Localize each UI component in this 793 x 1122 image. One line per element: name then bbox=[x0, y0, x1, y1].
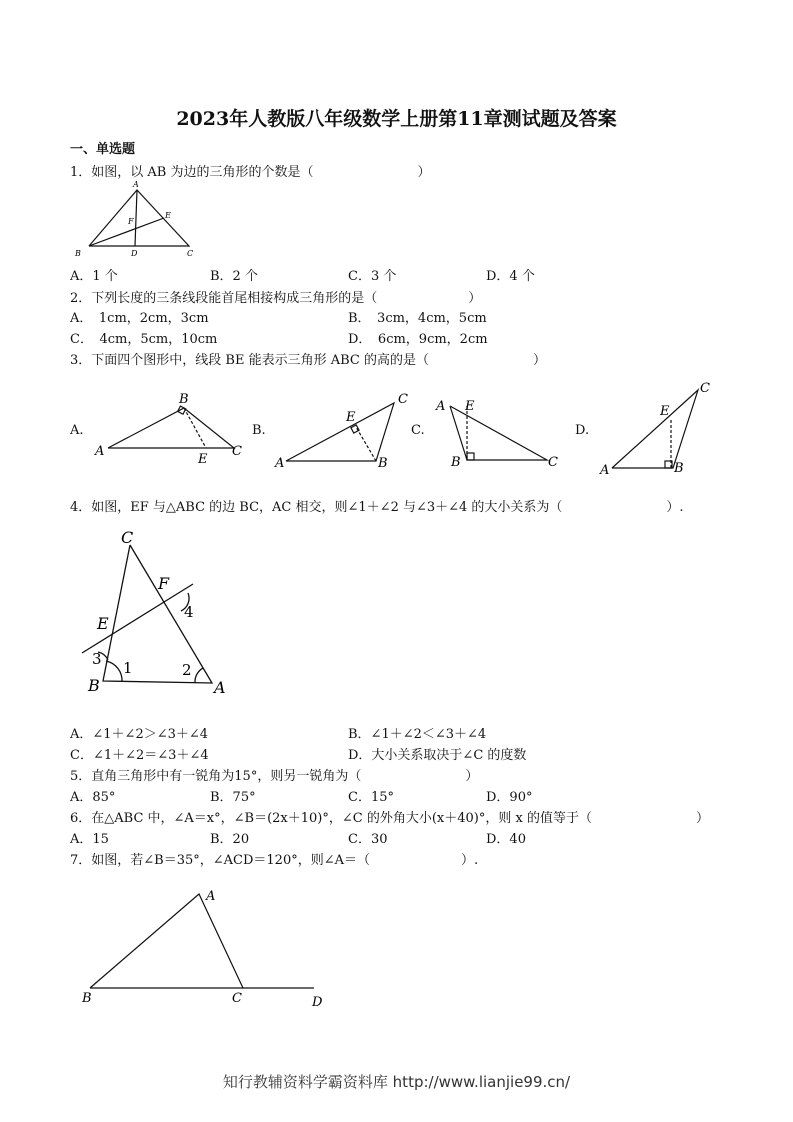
q1-segment-ad bbox=[135, 190, 137, 246]
svg-text:A: A bbox=[275, 456, 285, 471]
q7-label-a: A bbox=[206, 889, 216, 904]
q4-label-a: A bbox=[214, 678, 226, 697]
q7-figure bbox=[78, 884, 338, 1014]
q5-stem: 5．直角三角形中有一锐角为15°，则另一锐角为（ ） bbox=[70, 769, 479, 784]
q6-option-a: A．15 bbox=[70, 832, 109, 847]
svg-text:B: B bbox=[179, 392, 189, 407]
q1-label-b: B bbox=[75, 249, 81, 258]
q4-label-c: C bbox=[121, 528, 134, 547]
q1-stem: 1．如图，以 AB 为边的三角形的个数是（ ） bbox=[70, 165, 431, 180]
q2-option-a: A． 1cm，2cm，3cm bbox=[70, 311, 209, 326]
svg-text:C: C bbox=[398, 392, 408, 407]
q6-option-b: B．20 bbox=[210, 832, 250, 847]
q4-label-b: B bbox=[88, 676, 100, 695]
q4-angle-1: 1 bbox=[123, 659, 133, 677]
q5-option-d: D．90° bbox=[486, 790, 533, 805]
q3-option-a-letter: A. bbox=[70, 423, 84, 438]
q4-angle-3: 3 bbox=[92, 650, 102, 668]
q4-option-d: D．大小关系取决于∠C 的度数 bbox=[348, 748, 527, 763]
svg-text:A: A bbox=[600, 463, 610, 478]
q2-option-b: B． 3cm，4cm，5cm bbox=[348, 311, 487, 326]
q4-angle-2: 2 bbox=[182, 661, 192, 679]
q4-angle-4: 4 bbox=[184, 603, 194, 621]
page-title: 2023年人教版八年级数学上册第11章测试题及答案 bbox=[176, 108, 617, 130]
svg-text:E: E bbox=[346, 410, 356, 425]
q3-figure-a bbox=[94, 388, 249, 466]
svg-text:E: E bbox=[660, 404, 670, 419]
q6-option-d: D．40 bbox=[486, 832, 526, 847]
svg-text:A: A bbox=[95, 444, 105, 459]
q4-option-c: C．∠1＋∠2＝∠3＋∠4 bbox=[70, 748, 209, 763]
svg-text:C: C bbox=[700, 381, 710, 396]
q4-option-a: A．∠1＋∠2＞∠3＋∠4 bbox=[70, 727, 209, 742]
svg-text:C: C bbox=[548, 455, 558, 470]
q7-label-c: C bbox=[232, 991, 242, 1006]
q1-label-f: F bbox=[128, 217, 134, 226]
section-heading: 一、单选题 bbox=[70, 142, 136, 157]
q4-figure bbox=[78, 525, 238, 697]
q1-figure bbox=[70, 178, 210, 262]
svg-text:B: B bbox=[451, 455, 461, 470]
q1-option-c: C．3 个 bbox=[348, 269, 397, 284]
q5-option-c: C．15° bbox=[348, 790, 394, 805]
q7-label-d: D bbox=[312, 995, 323, 1010]
q4-label-e: E bbox=[97, 614, 109, 633]
q2-stem: 2．下列长度的三条线段能首尾相接构成三角形的是（ ） bbox=[70, 291, 482, 306]
q3-figure-c bbox=[430, 394, 565, 474]
svg-text:A: A bbox=[436, 399, 446, 414]
q3-figure-d bbox=[598, 380, 723, 480]
q3-option-d-letter: D. bbox=[575, 423, 590, 438]
svg-text:C: C bbox=[232, 444, 242, 459]
q6-option-c: C．30 bbox=[348, 832, 388, 847]
svg-text:E: E bbox=[465, 399, 475, 414]
q4-option-b: B．∠1＋∠2＜∠3＋∠4 bbox=[348, 727, 487, 742]
q3-option-c-letter: C. bbox=[411, 423, 425, 438]
q1-label-e: E bbox=[165, 211, 171, 220]
q3-option-b-letter: B. bbox=[252, 423, 266, 438]
svg-text:B: B bbox=[674, 461, 684, 476]
q4-stem: 4．如图，EF 与△ABC 的边 BC，AC 相交，则∠1＋∠2 与∠3＋∠4 的大小关系为（ ）. bbox=[70, 500, 684, 515]
q3-stem: 3．下面四个图形中，线段 BE 能表示三角形 ABC 的高的是（ ） bbox=[70, 353, 546, 368]
q1-option-a: A．1 个 bbox=[70, 269, 118, 284]
svg-text:B: B bbox=[378, 456, 388, 471]
q6-stem: 6．在△ABC 中，∠A＝x°，∠B＝(2x＋10)°，∠C 的外角大小(x＋40)°，则 x 的值等于（ ） bbox=[70, 811, 709, 826]
q1-label-d: D bbox=[131, 249, 138, 258]
q1-triangle bbox=[89, 190, 189, 246]
q3-figure-b bbox=[272, 388, 417, 472]
q5-option-a: A．85° bbox=[70, 790, 116, 805]
q2-option-d: D． 6cm，9cm，2cm bbox=[348, 332, 488, 347]
q1-label-a: A bbox=[133, 180, 139, 189]
q7-stem: 7．如图，若∠B＝35°，∠ACD＝120°，则∠A＝（ ）. bbox=[70, 853, 479, 868]
q1-option-d: D．4 个 bbox=[486, 269, 535, 284]
q2-option-c: C． 4cm，5cm，10cm bbox=[70, 332, 218, 347]
q5-option-b: B．75° bbox=[210, 790, 256, 805]
q1-label-c: C bbox=[187, 249, 194, 258]
q4-label-f: F bbox=[158, 574, 170, 593]
svg-text:E: E bbox=[198, 452, 208, 466]
q7-label-b: B bbox=[82, 991, 92, 1006]
footer-watermark: 知行教辅资料学霸资料库 http://www.lianjie99.cn/ bbox=[222, 1073, 571, 1091]
q1-option-b: B．2 个 bbox=[210, 269, 258, 284]
